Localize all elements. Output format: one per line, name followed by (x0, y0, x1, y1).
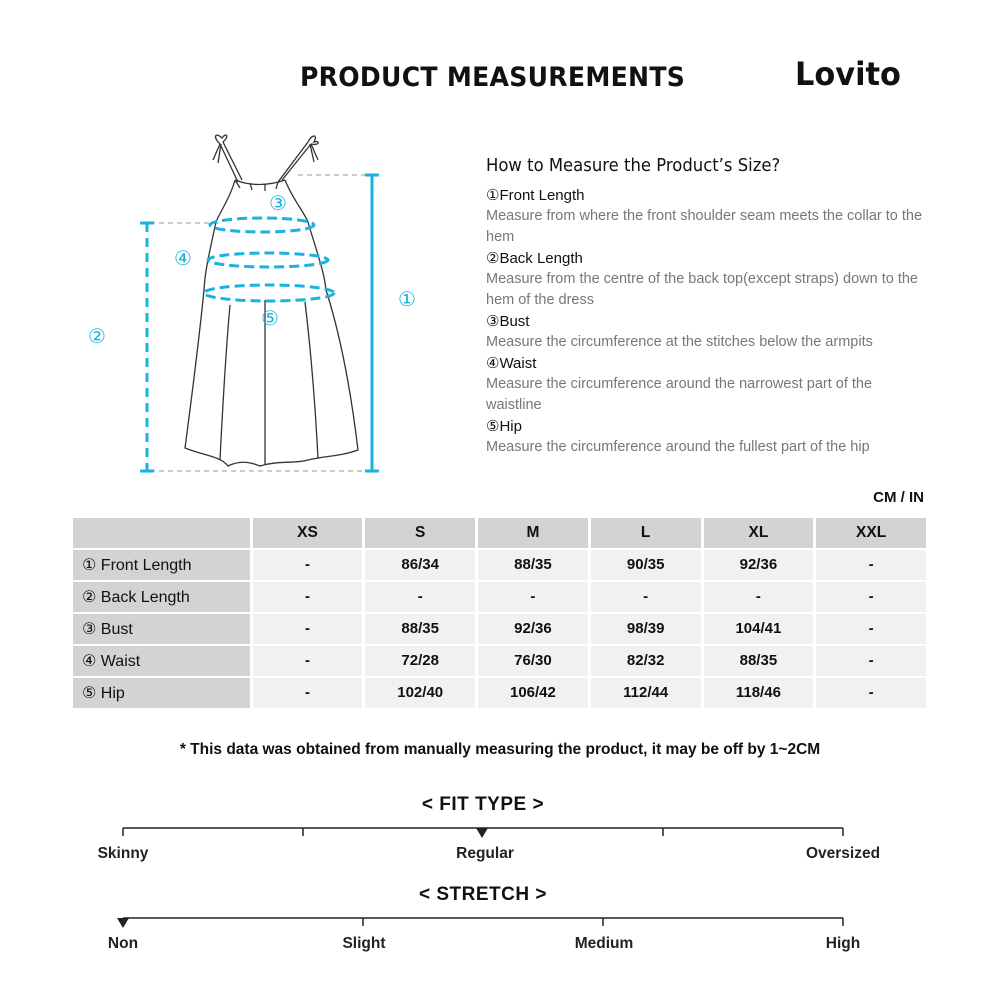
table-cell: - (253, 550, 363, 580)
table-cell: - (253, 614, 363, 644)
table-cell: - (365, 582, 475, 612)
table-cell: 98/39 (591, 614, 701, 644)
size-header: XXL (816, 518, 926, 548)
size-table (73, 518, 926, 710)
table-cell: - (253, 678, 363, 708)
table-cell: - (816, 550, 926, 580)
front-length-line (365, 175, 379, 471)
table-corner-cell (73, 518, 250, 548)
fit-label-skinny: Skinny (97, 845, 149, 862)
fit-label-regular: Regular (456, 845, 514, 862)
instructions-heading: How to Measure the Product’s Size? (486, 156, 781, 176)
table-cell: 88/35 (478, 550, 588, 580)
measure-instructions (486, 156, 926, 458)
stretch-label-medium: Medium (574, 935, 634, 952)
row-label-hip: ⑤ Hip (73, 678, 250, 708)
table-cell: 112/44 (591, 678, 701, 708)
marker-waist: ④ (174, 246, 192, 270)
table-row (73, 678, 926, 708)
table-cell: 90/35 (591, 550, 701, 580)
table-cell: 76/30 (478, 646, 588, 676)
row-label-waist: ④ Waist (73, 646, 250, 676)
table-cell: 104/41 (704, 614, 814, 644)
hip-ellipse (204, 285, 334, 301)
marker-bust: ③ (269, 191, 287, 215)
instruction-title-waist: ④Waist (486, 355, 537, 372)
table-cell: 92/36 (704, 550, 814, 580)
table-cell: 82/32 (591, 646, 701, 676)
marker-hip: ⑤ (261, 306, 279, 330)
instruction-title-hip: ⑤Hip (486, 418, 522, 435)
table-cell: 106/42 (478, 678, 588, 708)
fit-label-oversized: Oversized (805, 845, 881, 862)
marker-back-length: ② (88, 324, 106, 348)
table-cell: 88/35 (365, 614, 475, 644)
instruction-desc-waist: Measure the circumference around the narrowest part of the waistline (486, 376, 873, 413)
table-row (73, 550, 926, 580)
instruction-title-bust: ③Bust (486, 313, 530, 330)
table-row (73, 582, 926, 612)
instruction-desc-hip: Measure the circumference around the fullest part of the hip (486, 439, 870, 455)
stretch-selected-marker (117, 918, 129, 928)
table-header-row (73, 518, 926, 548)
dress-illustration (80, 130, 420, 480)
table-cell: - (253, 582, 363, 612)
measurement-footnote: * This data was obtained from manually measuring the product, it may be off by 1~2CM (179, 741, 821, 758)
instruction-desc-front-length: Measure from where the front shoulder seam meets the collar to the hem (486, 208, 923, 245)
stretch-label-non: Non (107, 935, 139, 952)
stretch-title: < STRETCH > (419, 884, 547, 905)
table-cell: 102/40 (365, 678, 475, 708)
back-length-line (140, 223, 154, 471)
size-header: XL (704, 518, 814, 548)
bust-ellipse (210, 218, 314, 232)
waist-ellipse (208, 253, 328, 267)
size-header: S (365, 518, 475, 548)
fit-type-title: < FIT TYPE > (421, 794, 545, 815)
table-cell: 118/46 (704, 678, 814, 708)
stretch-label-slight: Slight (342, 935, 386, 952)
table-row (73, 646, 926, 676)
table-cell: - (704, 582, 814, 612)
instruction-desc-back-length: Measure from the centre of the back top(except straps) down to the hem of the dress (486, 271, 918, 308)
size-header: L (591, 518, 701, 548)
table-row (73, 614, 926, 644)
instruction-desc-bust: Measure the circumference at the stitches below the armpits (486, 334, 873, 350)
row-label-front-length: ① Front Length (73, 550, 250, 580)
table-cell: - (253, 646, 363, 676)
brand-logo: Lovito (795, 55, 901, 93)
table-cell: - (478, 582, 588, 612)
table-cell: 86/34 (365, 550, 475, 580)
fit-selected-marker (476, 828, 488, 838)
table-cell: - (816, 646, 926, 676)
row-label-bust: ③ Bust (73, 614, 250, 644)
instruction-title-front-length: ①Front Length (486, 187, 585, 204)
instruction-title-back-length: ②Back Length (486, 250, 583, 267)
table-cell: - (816, 582, 926, 612)
table-cell: - (591, 582, 701, 612)
size-header: XS (253, 518, 363, 548)
units-label: CM / IN (873, 489, 924, 506)
dress-measurement-figure (80, 130, 420, 485)
table-cell: 92/36 (478, 614, 588, 644)
table-cell: 72/28 (365, 646, 475, 676)
row-label-back-length: ② Back Length (73, 582, 250, 612)
marker-front-length: ① (398, 287, 416, 311)
stretch-label-high: High (825, 935, 861, 952)
table-cell: 88/35 (704, 646, 814, 676)
size-header: M (478, 518, 588, 548)
page-title: PRODUCT MEASUREMENTS (300, 62, 686, 93)
table-cell: - (816, 614, 926, 644)
table-cell: - (816, 678, 926, 708)
